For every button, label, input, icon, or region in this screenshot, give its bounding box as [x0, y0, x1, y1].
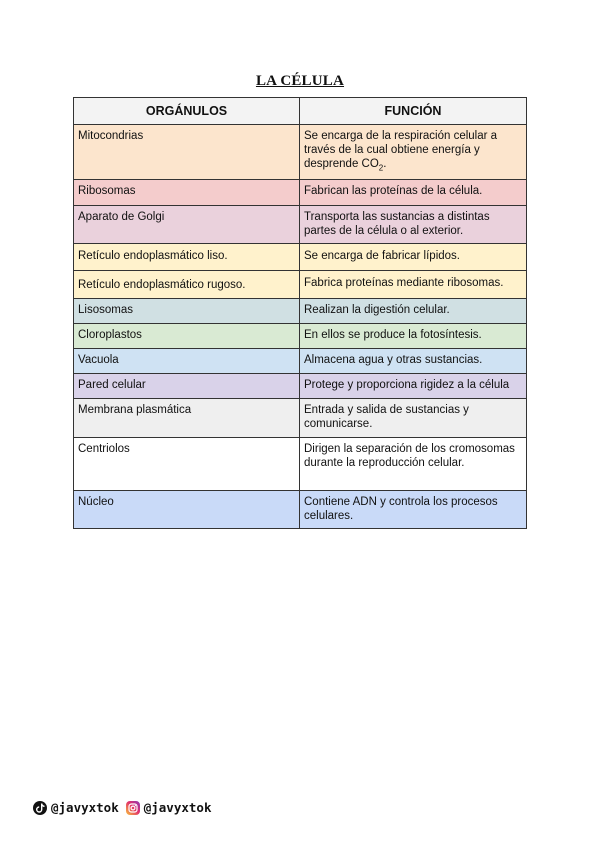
organelle-name: Cloroplastos — [74, 324, 300, 349]
organelle-name: Retículo endoplasmático liso. — [78, 250, 228, 263]
table-row — [74, 491, 527, 529]
table-row — [74, 374, 527, 399]
organelle-name: Aparato de Golgi — [74, 206, 300, 244]
organelle-name: Ribosomas — [74, 180, 300, 206]
organelle-function: Protege y proporciona rigidez a la célula — [300, 374, 527, 399]
organelle-function: Entrada y salida de sustancias y comunicarse. — [300, 399, 527, 438]
organelle-name: Pared celular — [74, 374, 300, 399]
organelle-name: Vacuola — [74, 349, 300, 374]
reticulum-names — [74, 244, 300, 299]
header-organelles: ORGÁNULOS — [74, 98, 300, 125]
table-row — [74, 349, 527, 374]
function-text-end: . — [383, 158, 387, 170]
organelle-name: Retículo endoplasmático rugoso. — [74, 270, 299, 298]
function-text: Se encarga de la respiración celular a través de la cual obtiene energía y desprende CO — [304, 130, 498, 170]
organelle-name: Mitocondrias — [74, 125, 300, 180]
table-row — [74, 299, 527, 324]
organelle-name: Lisosomas — [74, 299, 300, 324]
subscript: 2 — [378, 163, 384, 173]
reticulum-functions — [300, 244, 527, 299]
organelle-name: Núcleo — [74, 491, 300, 529]
organelle-function: Transporta las sustancias a distintas partes de la célula o al exterior. — [300, 206, 527, 244]
organelles-table — [73, 97, 527, 529]
social-footer — [33, 800, 211, 815]
table-row — [74, 125, 527, 180]
organelle-function: Fabrican las proteínas de la célula. — [300, 180, 527, 206]
organelle-function: Almacena agua y otras sustancias. — [300, 349, 527, 374]
table-row-reticulum — [74, 244, 527, 299]
table-header-row — [74, 98, 527, 125]
page-title: LA CÉLULA — [255, 73, 345, 89]
organelle-name: Membrana plasmática — [74, 399, 300, 438]
tiktok-icon — [33, 801, 47, 815]
organelle-function: Se encarga de fabricar lípidos. — [304, 250, 460, 263]
table-row — [74, 399, 527, 438]
organelle-function: Dirigen la separación de los cromosomas durante la reproducción celular. — [300, 438, 527, 491]
table-row — [74, 438, 527, 491]
table-row — [74, 324, 527, 349]
organelle-function: Realizan la digestión celular. — [300, 299, 527, 324]
instagram-handle[interactable]: @javyxtok — [143, 800, 212, 815]
organelle-function — [300, 125, 527, 180]
organelle-function: En ellos se produce la fotosíntesis. — [300, 324, 527, 349]
header-function: FUNCIÓN — [300, 98, 527, 125]
organelle-name: Centriolos — [74, 438, 300, 491]
organelle-function: Fabrica proteínas mediante ribosomas. — [300, 270, 526, 298]
instagram-icon — [126, 801, 140, 815]
table-row — [74, 206, 527, 244]
organelle-function: Contiene ADN y controla los procesos celulares. — [300, 491, 527, 529]
table-row — [74, 180, 527, 206]
tiktok-handle[interactable]: @javyxtok — [51, 800, 119, 815]
